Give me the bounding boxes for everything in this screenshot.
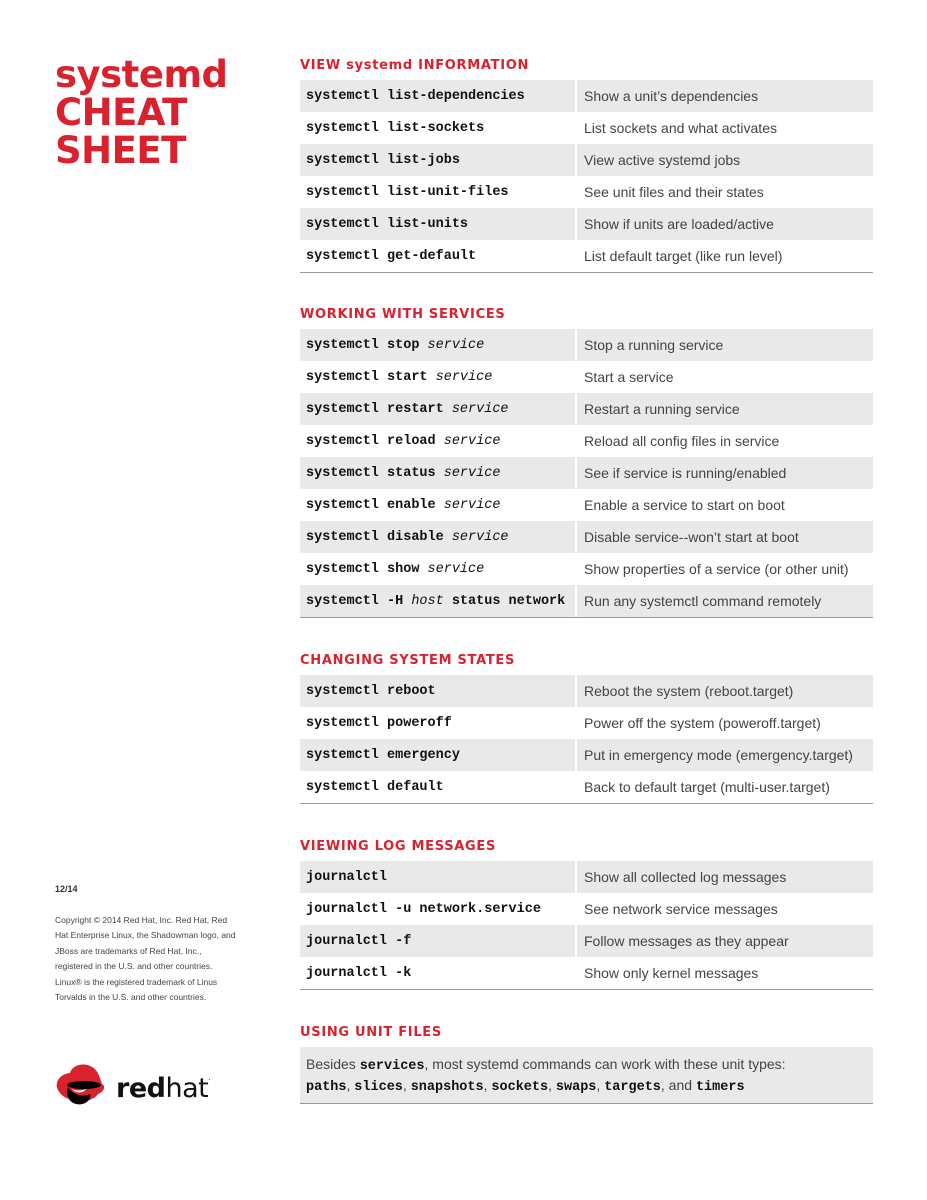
title-line-2: CHEAT (55, 91, 187, 134)
unit-type-keyword: timers (695, 1080, 745, 1095)
section (300, 58, 873, 273)
command-text: systemctl reboot (306, 683, 436, 699)
command-cell (300, 521, 577, 553)
unit-type-keyword: targets (604, 1080, 661, 1095)
command-cell (300, 707, 577, 739)
command-text: systemctl list-sockets (306, 120, 485, 136)
description-cell: Back to default target (multi-user.target) (584, 779, 830, 795)
table-row (300, 893, 873, 925)
command-text: systemctl restart (306, 401, 452, 417)
unit-type-keyword: sockets (491, 1080, 549, 1095)
command-cell (300, 925, 577, 957)
table-row (300, 553, 873, 585)
command-cell (300, 176, 577, 208)
command-cell (300, 585, 577, 617)
command-cell (300, 393, 577, 425)
command-placeholder: service (451, 401, 509, 417)
command-text: systemctl stop (306, 337, 428, 353)
title-line-1: systemd (55, 53, 228, 96)
command-cell (300, 361, 577, 393)
description-cell: Stop a running service (584, 337, 724, 353)
table-row (300, 176, 873, 208)
table-row (300, 675, 873, 707)
description-cell: Disable service--won’t start at boot (584, 529, 799, 545)
description-cell: Follow messages as they appear (584, 933, 789, 949)
command-placeholder: service (443, 465, 501, 481)
description-cell: Start a service (584, 369, 674, 385)
table-row (300, 925, 873, 957)
command-placeholder: service (451, 529, 509, 545)
command-placeholder: service (443, 497, 501, 513)
section-title: USING UNIT FILES (300, 1025, 442, 1040)
command-text: systemctl list-jobs (306, 152, 460, 168)
command-cell (300, 144, 577, 176)
command-text: systemctl list-dependencies (306, 88, 525, 104)
table-row (300, 489, 873, 521)
command-text: systemctl start (306, 369, 436, 385)
command-text: journalctl -u network.service (306, 901, 541, 917)
note-text: Besides (306, 1056, 360, 1072)
table-row (300, 144, 873, 176)
command-cell (300, 739, 577, 771)
description-cell: Power off the system (poweroff.target) (584, 715, 821, 731)
description-cell: Show only kernel messages (584, 965, 759, 981)
command-text: systemctl list-unit-files (306, 184, 509, 200)
table-row (300, 80, 873, 112)
command-text: journalctl -f (306, 933, 412, 949)
redhat-logo (54, 1060, 224, 1108)
command-cell (300, 675, 577, 707)
unit-types-note (300, 1047, 873, 1104)
command-text: systemctl list-units (306, 216, 469, 232)
table-row (300, 861, 873, 893)
command-placeholder: service (443, 433, 501, 449)
description-cell: Show all collected log messages (584, 869, 787, 885)
command-text: systemctl default (306, 779, 444, 795)
table-row (300, 329, 873, 361)
command-text: systemctl reload (306, 433, 444, 449)
description-cell: Show a unit’s dependencies (584, 88, 759, 104)
table-row (300, 521, 873, 553)
command-cell (300, 893, 577, 925)
section (300, 1025, 873, 1104)
note-text: , (346, 1077, 355, 1093)
description-cell: See network service messages (584, 901, 778, 917)
table-row (300, 208, 873, 240)
unit-type-keyword: snapshots (410, 1080, 484, 1095)
table-row (300, 240, 873, 272)
table-row (300, 957, 873, 989)
command-table (300, 675, 873, 804)
section-title: WORKING WITH SERVICES (300, 307, 506, 322)
command-placeholder: service (435, 369, 493, 385)
note-text: , and (660, 1077, 696, 1093)
unit-type-keyword: swaps (555, 1080, 597, 1095)
note-text: , (402, 1077, 411, 1093)
command-text: journalctl -k (306, 965, 412, 981)
command-placeholder: host (411, 593, 444, 609)
table-row (300, 771, 873, 803)
unit-type-keyword: slices (354, 1080, 403, 1095)
command-cell (300, 240, 577, 272)
command-cell (300, 425, 577, 457)
section (300, 653, 873, 804)
page-title (55, 53, 228, 172)
description-cell: Restart a running service (584, 401, 740, 417)
command-table (300, 80, 873, 273)
unit-type-keyword: paths (306, 1080, 347, 1095)
command-table (300, 861, 873, 990)
table-row (300, 393, 873, 425)
page-number: 12/14 (55, 884, 78, 894)
command-text: systemctl status (306, 465, 444, 481)
command-placeholder: service (427, 337, 485, 353)
section (300, 839, 873, 990)
description-cell: Reload all config files in service (584, 433, 780, 449)
note-text: , (596, 1077, 605, 1093)
description-cell: Reboot the system (reboot.target) (584, 683, 794, 699)
table-row (300, 739, 873, 771)
command-cell (300, 957, 577, 989)
description-cell: List sockets and what activates (584, 120, 777, 136)
command-cell (300, 457, 577, 489)
command-cell (300, 80, 577, 112)
section (300, 307, 873, 618)
command-text: status network (443, 593, 566, 609)
command-text: systemctl show (306, 561, 428, 577)
table-row (300, 361, 873, 393)
note-text: , most systemd commands can work with these unit types: (424, 1056, 786, 1072)
table-row (300, 585, 873, 617)
shadowman-icon (54, 1060, 224, 1108)
command-cell (300, 771, 577, 803)
description-cell: View active systemd jobs (584, 152, 741, 168)
command-cell (300, 553, 577, 585)
command-text: systemctl enable (306, 497, 444, 513)
description-cell: Put in emergency mode (emergency.target) (584, 747, 853, 763)
section-title: VIEWING LOG MESSAGES (300, 839, 497, 854)
command-text: systemctl disable (306, 529, 452, 545)
note-text: , (483, 1077, 492, 1093)
copyright-notice: Copyright © 2014 Red Hat, Inc. Red Hat, Red Hat Enterprise Linux, the Shadowman logo, and JBoss are trademarks of Red Hat, Inc., registered in the U.S. and other countries. Linux® is the registered trademark of Linus Torvalds in the U.S. and other countries. (55, 915, 236, 1003)
command-text: systemctl poweroff (306, 715, 452, 731)
command-cell (300, 112, 577, 144)
title-line-3: SHEET (55, 129, 186, 172)
description-cell: Enable a service to start on boot (584, 497, 785, 513)
description-cell: Run any systemctl command remotely (584, 593, 822, 609)
table-row (300, 425, 873, 457)
note-text: , (548, 1077, 556, 1093)
description-cell: Show if units are loaded/active (584, 216, 774, 232)
svg-text:redhat.: redhat. (116, 1073, 210, 1104)
command-cell (300, 208, 577, 240)
table-row (300, 112, 873, 144)
command-table (300, 329, 873, 618)
command-cell (300, 861, 577, 893)
description-cell: Show properties of a service (or other unit) (584, 561, 849, 577)
section-title: VIEW systemd INFORMATION (300, 58, 530, 73)
command-text: systemctl -H (306, 593, 412, 609)
table-row (300, 457, 873, 489)
command-placeholder: service (427, 561, 485, 577)
table-row (300, 707, 873, 739)
section-title: CHANGING SYSTEM STATES (300, 653, 516, 668)
command-text: systemctl emergency (306, 747, 460, 763)
description-cell: List default target (like run level) (584, 248, 783, 264)
description-cell: See if service is running/enabled (584, 465, 787, 481)
unit-type-keyword: services (359, 1059, 425, 1074)
command-cell (300, 489, 577, 521)
description-cell: See unit files and their states (584, 184, 764, 200)
command-cell (300, 329, 577, 361)
command-text: systemctl get-default (306, 248, 477, 264)
command-text: journalctl (306, 869, 388, 885)
